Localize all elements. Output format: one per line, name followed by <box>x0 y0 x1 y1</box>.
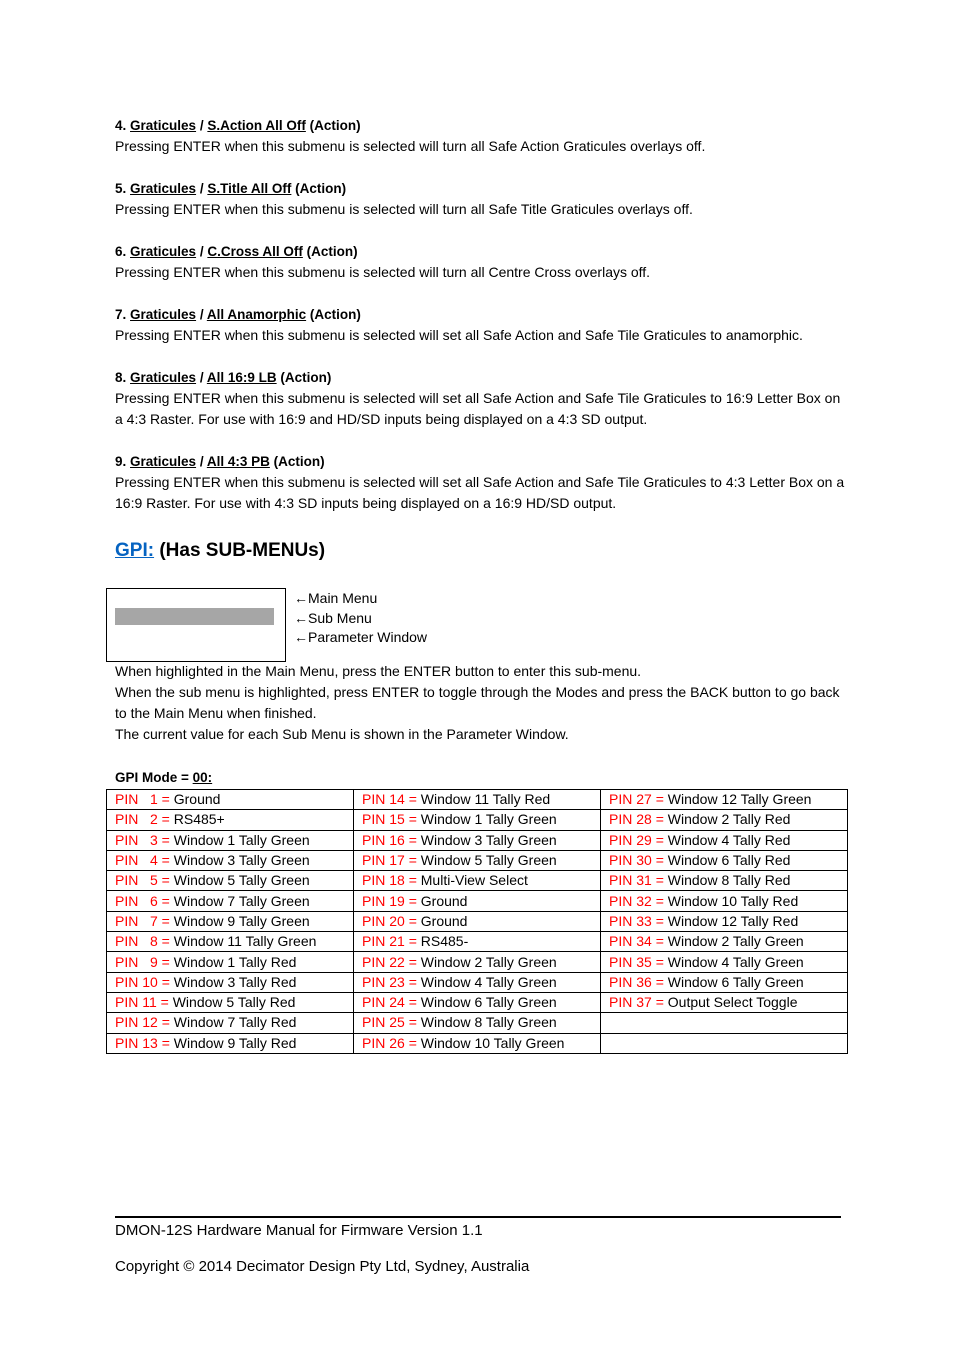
pin-cell <box>601 790 848 810</box>
pin-cell <box>354 891 601 911</box>
section-kind: (Action) <box>309 118 361 133</box>
pin-cell <box>354 952 601 972</box>
section-item: All Anamorphic <box>206 307 307 322</box>
pin-cell <box>107 891 354 911</box>
section-title <box>115 304 845 325</box>
pin-label: PIN 14 = <box>362 791 421 808</box>
pin-label: PIN 10 = <box>115 973 174 990</box>
pin-label: PIN 15 = <box>362 811 421 828</box>
pin-function: Window 11 Tally Red <box>420 791 551 808</box>
pin-label: PIN 3 = <box>115 831 174 848</box>
pin-cell <box>354 1033 601 1053</box>
pin-cell <box>601 850 848 870</box>
section-gap <box>115 157 845 178</box>
pin-label: PIN 36 = <box>609 973 668 990</box>
section-number: 4. <box>115 118 127 133</box>
gpi-description <box>115 661 845 745</box>
pin-cell <box>354 992 601 1012</box>
pin-cell <box>354 911 601 931</box>
pin-cell <box>107 790 354 810</box>
pin-cell <box>107 992 354 1012</box>
pin-label: PIN 12 = <box>115 1014 174 1031</box>
pin-function: Window 9 Tally Green <box>173 912 310 929</box>
pin-cell <box>601 1033 848 1053</box>
section-number: 7. <box>115 307 127 322</box>
pin-function: Window 2 Tally Green <box>420 953 557 970</box>
section-item: C.Cross All Off <box>207 244 303 259</box>
pin-cell <box>601 1013 848 1033</box>
section-kind: (Action) <box>273 454 325 469</box>
pin-cell <box>107 952 354 972</box>
pin-cell <box>601 952 848 972</box>
pin-label: PIN 17 = <box>362 852 421 869</box>
pin-function: Window 5 Tally Red <box>172 994 296 1011</box>
pin-label: PIN 34 = <box>609 933 668 950</box>
table-row <box>107 972 848 992</box>
section-menu: Graticules <box>130 370 197 385</box>
gpi-heading <box>115 537 325 565</box>
table-row <box>107 850 848 870</box>
pin-function: Window 8 Tally Green <box>420 1014 557 1031</box>
pin-cell <box>107 1033 354 1053</box>
section-body: Pressing ENTER when this submenu is selected will set all Safe Action and Safe Tile Graticules to 4:3 Letter Box on a 16:9 Raster. For use with 4:3 SD inputs being displayed on a 16:9 HD/SD output. <box>115 474 845 511</box>
pin-function: Window 3 Tally Red <box>173 973 297 990</box>
table-row <box>107 1033 848 1053</box>
section-number: 6. <box>115 244 127 259</box>
pin-function: Window 5 Tally Green <box>173 872 310 889</box>
pin-label: PIN 1 = <box>115 791 174 808</box>
pin-function: Window 3 Tally Green <box>420 831 557 848</box>
section-kind: (Action) <box>306 244 358 259</box>
section-title <box>115 451 845 472</box>
section-9 <box>115 451 845 514</box>
section-menu: Graticules <box>130 307 197 322</box>
section-gap <box>115 283 845 304</box>
section-number: 5. <box>115 181 127 196</box>
pin-cell <box>107 932 354 952</box>
section-item: S.Title All Off <box>207 181 292 196</box>
pin-function: Output Select Toggle <box>667 994 798 1011</box>
pin-label: PIN 16 = <box>362 831 421 848</box>
pin-cell <box>354 1013 601 1033</box>
pin-label: PIN 30 = <box>609 852 668 869</box>
sub-menu-highlight-bar <box>115 608 274 625</box>
pin-label: PIN 6 = <box>115 892 174 909</box>
pin-label: PIN 5 = <box>115 872 174 889</box>
section-kind: (Action) <box>295 181 347 196</box>
table-row <box>107 871 848 891</box>
pin-function: Ground <box>420 892 468 909</box>
pin-function: Multi-View Select <box>420 872 528 889</box>
pin-cell <box>107 972 354 992</box>
section-separator: / <box>199 370 204 385</box>
pin-function: Window 2 Tally Green <box>667 933 804 950</box>
pin-label: PIN 19 = <box>362 892 421 909</box>
pin-label: PIN 35 = <box>609 953 668 970</box>
pin-cell <box>601 871 848 891</box>
section-menu: Graticules <box>130 118 197 133</box>
section-item: S.Action All Off <box>207 118 306 133</box>
table-row <box>107 790 848 810</box>
section-separator: / <box>199 118 204 133</box>
pin-function: Window 12 Tally Red <box>667 912 799 929</box>
section-8 <box>115 367 845 430</box>
gpi-mode-label <box>115 767 212 788</box>
pin-cell <box>354 871 601 891</box>
section-number: 9. <box>115 454 127 469</box>
section-item: All 16:9 LB <box>206 370 277 385</box>
section-title <box>115 367 845 388</box>
pin-function: RS485+ <box>173 811 225 828</box>
section-separator: / <box>199 181 204 196</box>
pin-label: PIN 26 = <box>362 1034 421 1051</box>
section-kind: (Action) <box>280 370 332 385</box>
pin-function: Window 10 Tally Green <box>420 1034 565 1051</box>
pin-cell <box>107 830 354 850</box>
section-item: All 4:3 PB <box>206 454 270 469</box>
pin-label: PIN 11 = <box>115 994 173 1011</box>
table-row <box>107 911 848 931</box>
table-row <box>107 932 848 952</box>
section-title <box>115 178 845 199</box>
table-row <box>107 891 848 911</box>
pin-function: Window 2 Tally Red <box>667 811 791 828</box>
section-gap <box>115 430 845 451</box>
section-7 <box>115 304 845 346</box>
pin-function: Window 4 Tally Green <box>420 973 557 990</box>
gpi-desc-line-1: When highlighted in the Main Menu, press the ENTER button to enter this sub-menu. <box>115 663 642 679</box>
pin-label: PIN 29 = <box>609 831 668 848</box>
pin-function: Window 3 Tally Green <box>173 852 310 869</box>
footer-rule <box>115 1216 841 1218</box>
pin-label: PIN 18 = <box>362 872 421 889</box>
table-row <box>107 992 848 1012</box>
pin-label: PIN 4 = <box>115 852 174 869</box>
section-separator: / <box>199 454 204 469</box>
section-6 <box>115 241 845 283</box>
pin-function: Window 10 Tally Red <box>667 892 799 909</box>
pin-label: PIN 8 = <box>115 933 174 950</box>
pin-function: Window 4 Tally Red <box>667 831 791 848</box>
section-gap <box>115 220 845 241</box>
pin-label: PIN 37 = <box>609 994 668 1011</box>
pin-function: Window 6 Tally Green <box>667 973 804 990</box>
gpi-link[interactable]: GPI: <box>115 540 155 561</box>
pin-cell <box>601 932 848 952</box>
pin-function: Window 7 Tally Red <box>173 1014 297 1031</box>
pin-label: PIN 2 = <box>115 811 174 828</box>
pin-function: Window 9 Tally Red <box>173 1034 297 1051</box>
section-body: Pressing ENTER when this submenu is selected will turn all Safe Title Graticules overlays off. <box>115 201 693 217</box>
pin-function: RS485- <box>420 933 469 950</box>
pin-cell <box>601 830 848 850</box>
pin-function: Window 8 Tally Red <box>667 872 791 889</box>
section-kind: (Action) <box>309 307 361 322</box>
pin-function: Window 7 Tally Green <box>173 892 310 909</box>
menu-display-diagram <box>106 588 286 662</box>
pin-cell <box>107 871 354 891</box>
pin-label: PIN 27 = <box>609 791 668 808</box>
pin-cell <box>601 911 848 931</box>
pin-function: Window 6 Tally Red <box>667 852 791 869</box>
pin-cell <box>107 1013 354 1033</box>
section-separator: / <box>199 244 204 259</box>
main-menu-arrow-label: ←Main Menu <box>294 590 378 606</box>
pin-cell <box>601 810 848 830</box>
pin-label: PIN 23 = <box>362 973 421 990</box>
pin-function: Window 4 Tally Green <box>667 953 804 970</box>
pin-cell <box>601 891 848 911</box>
section-menu: Graticules <box>130 244 197 259</box>
pin-label: PIN 31 = <box>609 872 668 889</box>
pin-function: Window 12 Tally Green <box>667 791 812 808</box>
pin-cell <box>601 972 848 992</box>
pin-label: PIN 9 = <box>115 953 174 970</box>
section-menu: Graticules <box>130 181 197 196</box>
pin-cell <box>107 810 354 830</box>
gpi-pin-table <box>106 789 848 1054</box>
pin-function: Ground <box>420 912 468 929</box>
section-title <box>115 115 845 136</box>
section-gap <box>115 346 845 367</box>
pin-cell <box>354 932 601 952</box>
pin-cell <box>354 830 601 850</box>
menu-arrow-labels <box>294 589 427 648</box>
table-row <box>107 810 848 830</box>
pin-function: Window 11 Tally Green <box>173 933 317 950</box>
pin-cell <box>354 972 601 992</box>
pin-function: Window 6 Tally Green <box>420 994 557 1011</box>
section-body: Pressing ENTER when this submenu is selected will turn all Centre Cross overlays off. <box>115 264 651 280</box>
section-body: Pressing ENTER when this submenu is selected will turn all Safe Action Graticules overlays off. <box>115 138 706 154</box>
pin-cell <box>354 810 601 830</box>
footer-manual-title: DMON-12S Hardware Manual for Firmware Version 1.1 <box>115 1222 483 1239</box>
section-separator: / <box>199 307 204 322</box>
pin-cell <box>354 850 601 870</box>
section-body: Pressing ENTER when this submenu is selected will set all Safe Action and Safe Tile Graticules to anamorphic. <box>115 327 803 343</box>
section-title <box>115 241 845 262</box>
section-number: 8. <box>115 370 127 385</box>
pin-label: PIN 7 = <box>115 912 174 929</box>
gpi-mode-text: GPI Mode = <box>115 770 193 785</box>
gpi-title: (Has SUB-MENUs) <box>154 540 326 561</box>
pin-function: Ground <box>173 791 221 808</box>
section-menu: Graticules <box>130 454 197 469</box>
pin-function: Window 1 Tally Green <box>420 811 557 828</box>
section-5 <box>115 178 845 220</box>
graticules-sections <box>115 115 845 514</box>
parameter-window-arrow-label: ←Parameter Window <box>294 629 428 645</box>
gpi-desc-line-3: The current value for each Sub Menu is shown in the Parameter Window. <box>115 726 569 742</box>
pin-label: PIN 24 = <box>362 994 421 1011</box>
pin-label: PIN 20 = <box>362 912 421 929</box>
pin-label: PIN 25 = <box>362 1014 421 1031</box>
gpi-mode-value: 00: <box>192 770 213 785</box>
section-body: Pressing ENTER when this submenu is selected will set all Safe Action and Safe Tile Graticules to 16:9 Letter Box on a 4:3 Raster. For use with 16:9 and HD/SD inputs being displayed on a 4:3 SD output. <box>115 390 841 427</box>
pin-cell <box>354 790 601 810</box>
pin-cell <box>107 850 354 870</box>
pin-cell <box>107 911 354 931</box>
pin-label: PIN 13 = <box>115 1034 174 1051</box>
pin-label: PIN 28 = <box>609 811 668 828</box>
table-row <box>107 830 848 850</box>
pin-cell <box>601 992 848 1012</box>
pin-label: PIN 33 = <box>609 912 668 929</box>
gpi-desc-line-2: When the sub menu is highlighted, press ENTER to toggle through the Modes and press the BACK button to go back to the Main Menu when finished. <box>115 684 840 721</box>
pin-label: PIN 21 = <box>362 933 421 950</box>
pin-function: Window 1 Tally Red <box>173 953 297 970</box>
table-row <box>107 952 848 972</box>
pin-function: Window 1 Tally Green <box>173 831 310 848</box>
footer-copyright: Copyright © 2014 Decimator Design Pty Ltd, Sydney, Australia <box>115 1258 530 1275</box>
pin-label: PIN 22 = <box>362 953 421 970</box>
pin-label: PIN 32 = <box>609 892 668 909</box>
table-row <box>107 1013 848 1033</box>
sub-menu-arrow-label: ←Sub Menu <box>294 609 372 626</box>
section-4 <box>115 115 845 157</box>
pin-function: Window 5 Tally Green <box>420 852 557 869</box>
